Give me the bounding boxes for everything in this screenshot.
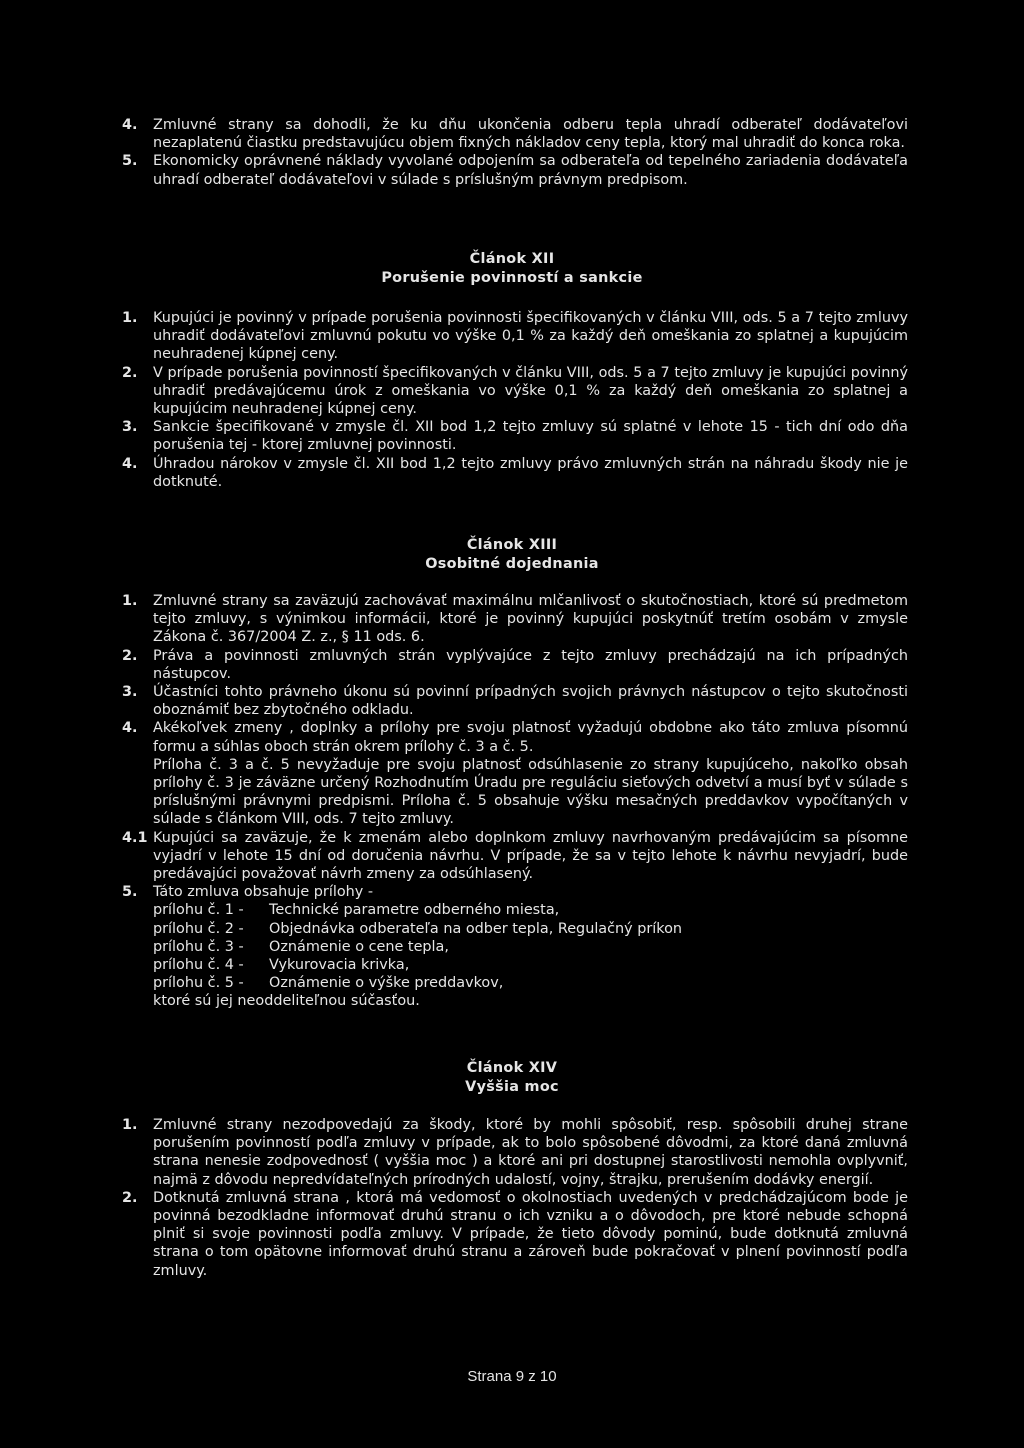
item-text: Ekonomicky oprávnené náklady vyvolané odpojením sa odberateľa od tepelného zariadenia dodávateľa uhradí odberateľ dodávateľovi v súlade s príslušným právnym predpisom. (153, 153, 908, 188)
item-text: Úhradou nárokov v zmysle čl. XII bod 1,2 tejto zmluvy právo zmluvných strán na náhradu škody nie je dotknuté. (153, 455, 908, 490)
attachment-row (153, 938, 908, 956)
item-number: 4. (122, 117, 138, 133)
item-number: 4. (122, 455, 138, 472)
item-number: 4. (122, 720, 138, 737)
attachment-row (153, 956, 908, 974)
item-number: 1. (122, 1117, 138, 1133)
list-item (122, 683, 908, 719)
article-xii-heading (0, 250, 1024, 288)
list-item (122, 309, 908, 364)
item-number: 3. (122, 419, 138, 436)
attachment-label: prílohu č. 3 - (153, 938, 244, 955)
item-text: Zmluvné strany nezodpovedajú za škody, ktoré by mohli spôsobiť, resp. spôsobili druhej strane porušením povinností podľa zmluvy v prípade, ak to bolo spôsobené dôvodmi, za ktoré daná zmluvná strana nenesie zodpovednosť ( vyššia moc ) a ktoré ani pri dostupnej starostlivosti nemohla ovplyvniť, najmä z dôvodu nepredvídateľných prírodných udalostí, vojny, štrajku, prerušením dodávky energií. (153, 1117, 908, 1188)
list-item (122, 116, 908, 152)
item-number: 5. (122, 884, 138, 901)
attachment-row (153, 901, 908, 919)
list-item (122, 152, 908, 188)
article-xiv-heading (0, 1059, 1024, 1097)
attachment-label: prílohu č. 5 - (153, 975, 244, 992)
item-text: Zmluvné strany sa dohodli, že ku dňu ukončenia odberu tepla uhradí odberateľ dodávateľovi nezaplatenú čiastku predstavujúcu objem fixných nákladov ceny tepla, ktorý mal uhradiť do konca roka. (153, 117, 908, 152)
attachment-text: Vykurovacia krivka, (269, 957, 410, 974)
article-subtitle: Osobitné dojednania (425, 556, 599, 572)
item-number: 2. (122, 1189, 138, 1206)
attachments-closing: ktoré sú jej neoddeliteľnou súčasťou. (153, 993, 420, 1010)
article-subtitle: Porušenie povinností a sankcie (381, 270, 643, 286)
item-text: Kupujúci je povinný v prípade porušenia povinnosti špecifikovaných v článku VIII, ods. 5 a 7 tejto zmluvy uhradiť dodávateľovi zmluvnú pokutu vo výške 0,1 % za každý deň omeškania zo splatnej a kupujúcim neuhradenej kúpnej ceny. (153, 310, 908, 363)
article-xiii-body (122, 592, 908, 1011)
item-number: 3. (122, 684, 138, 701)
item-text: Dotknutá zmluvná strana , ktorá má vedomosť o okolnostiach uvedených v predchádzajúcom bode je povinná bezodkladne informovať druhú stranu o ich vzniku a o dôvodoch, pre ktoré nebude schopná plniť si svoje povinnosti podľa zmluvy. V prípade, že tieto dôvody pominú, bude dotknutá zmluvná strana o tom opätovne informovať druhú stranu a zároveň bude pokračovať v plnení povinností podľa zmluvy. (153, 1189, 908, 1279)
article-title: Článok XIV (466, 1060, 558, 1076)
article-title: Článok XII (469, 251, 555, 267)
article-xii-body (122, 309, 908, 491)
attachment-text: Oznámenie o výške preddavkov, (269, 975, 504, 992)
attachments-list (122, 901, 908, 1010)
list-item (122, 1189, 908, 1280)
list-item (122, 829, 908, 884)
attachment-text: Technické parametre odberného miesta, (269, 902, 560, 919)
item-number: 1. (122, 310, 138, 326)
article-title: Článok XIII (466, 537, 558, 553)
list-item (122, 592, 908, 647)
list-item (122, 455, 908, 491)
item-text: Kupujúci sa zaväzuje, že k zmenám alebo doplnkom zmluvy navrhovaným predávajúcim sa písomne vyjadrí v lehote 15 dní od doručenia návrhu. V prípade, že sa v tejto lehote k návrhu nevyjadrí, bude predávajúci považovať návrh zmeny za odsúhlasený. (153, 829, 908, 883)
item-number: 2. (122, 364, 138, 381)
list-item (122, 364, 908, 419)
item-text: Táto zmluva obsahuje prílohy - (153, 884, 374, 901)
attachment-label: prílohu č. 2 - (153, 920, 244, 937)
attachment-row (153, 974, 908, 992)
attachment-label: prílohu č. 4 - (153, 957, 244, 974)
attachment-text: Oznámenie o cene tepla, (269, 938, 449, 955)
attachment-label: prílohu č. 1 - (153, 902, 244, 919)
list-item (122, 883, 908, 901)
article-subtitle: Vyššia moc (465, 1079, 559, 1095)
item-text: Akékoľvek zmeny , doplnky a prílohy pre svoju platnosť vyžadujú obdobne ako táto zmluva písomnú formu a súhlas oboch strán okrem prílohy č. 3 a č. 5. (153, 720, 908, 755)
attachment-text: Objednávka odberateľa na odber tepla, Regulačný príkon (269, 920, 683, 937)
item-number: 4.1 (122, 829, 148, 846)
item-number: 1. (122, 593, 138, 609)
item-text-continued: Príloha č. 3 a č. 5 nevyžaduje pre svoju platnosť odsúhlasenie zo strany kupujúceho, nakoľko obsah prílohy č. 3 je záväzne určený Rozhodnutím Úradu pre reguláciu sieťových odvetví a musí byť v súlade s príslušnými právnymi predpismi. Príloha č. 5 obsahuje výšku mesačných preddavkov vypočítaných v súlade s článkom VIII, ods. 7 tejto zmluvy. (153, 756, 908, 828)
article-xiv-body (122, 1116, 908, 1280)
article-xi-tail (122, 116, 908, 189)
item-text: Účastníci tohto právneho úkonu sú povinní prípadných svojich právnych nástupcov o tejto skutočnosti oboznámiť bez zbytočného odkladu. (153, 684, 908, 719)
list-item (122, 1116, 908, 1189)
list-item (122, 418, 908, 454)
list-item (122, 647, 908, 683)
item-text: Sankcie špecifikované v zmysle čl. XII bod 1,2 tejto zmluvy sú splatné v lehote 15 - tich dní odo dňa porušenia tej - ktorej zmluvnej povinnosti. (153, 419, 908, 454)
item-number: 2. (122, 647, 138, 664)
page-number: Strana 9 z 10 (467, 1368, 557, 1385)
item-number: 5. (122, 153, 138, 170)
list-item (122, 719, 908, 828)
item-text: Práva a povinnosti zmluvných strán vyplývajúce z tejto zmluvy prechádzajú na ich prípadných nástupcov. (153, 647, 908, 682)
item-text: Zmluvné strany sa zaväzujú zachovávať maximálnu mlčanlivosť o skutočnostiach, ktoré sú predmetom tejto zmluvy, s výnimkou informácii, ktoré je povinný kupujúci poskytnúť tretím osobám v zmysle Zákona č. 367/2004 Z. z., § 11 ods. 6. (153, 593, 908, 646)
attachment-row (153, 920, 908, 938)
article-xiii-heading (0, 536, 1024, 574)
item-text: V prípade porušenia povinností špecifikovaných v článku VIII, ods. 5 a 7 tejto zmluvy je kupujúci povinný uhradiť predávajúcemu úrok z omeškania vo výške 0,1 % za každý deň omeškania zo splatnej a kupujúcim neuhradenej kúpnej ceny. (153, 364, 908, 418)
